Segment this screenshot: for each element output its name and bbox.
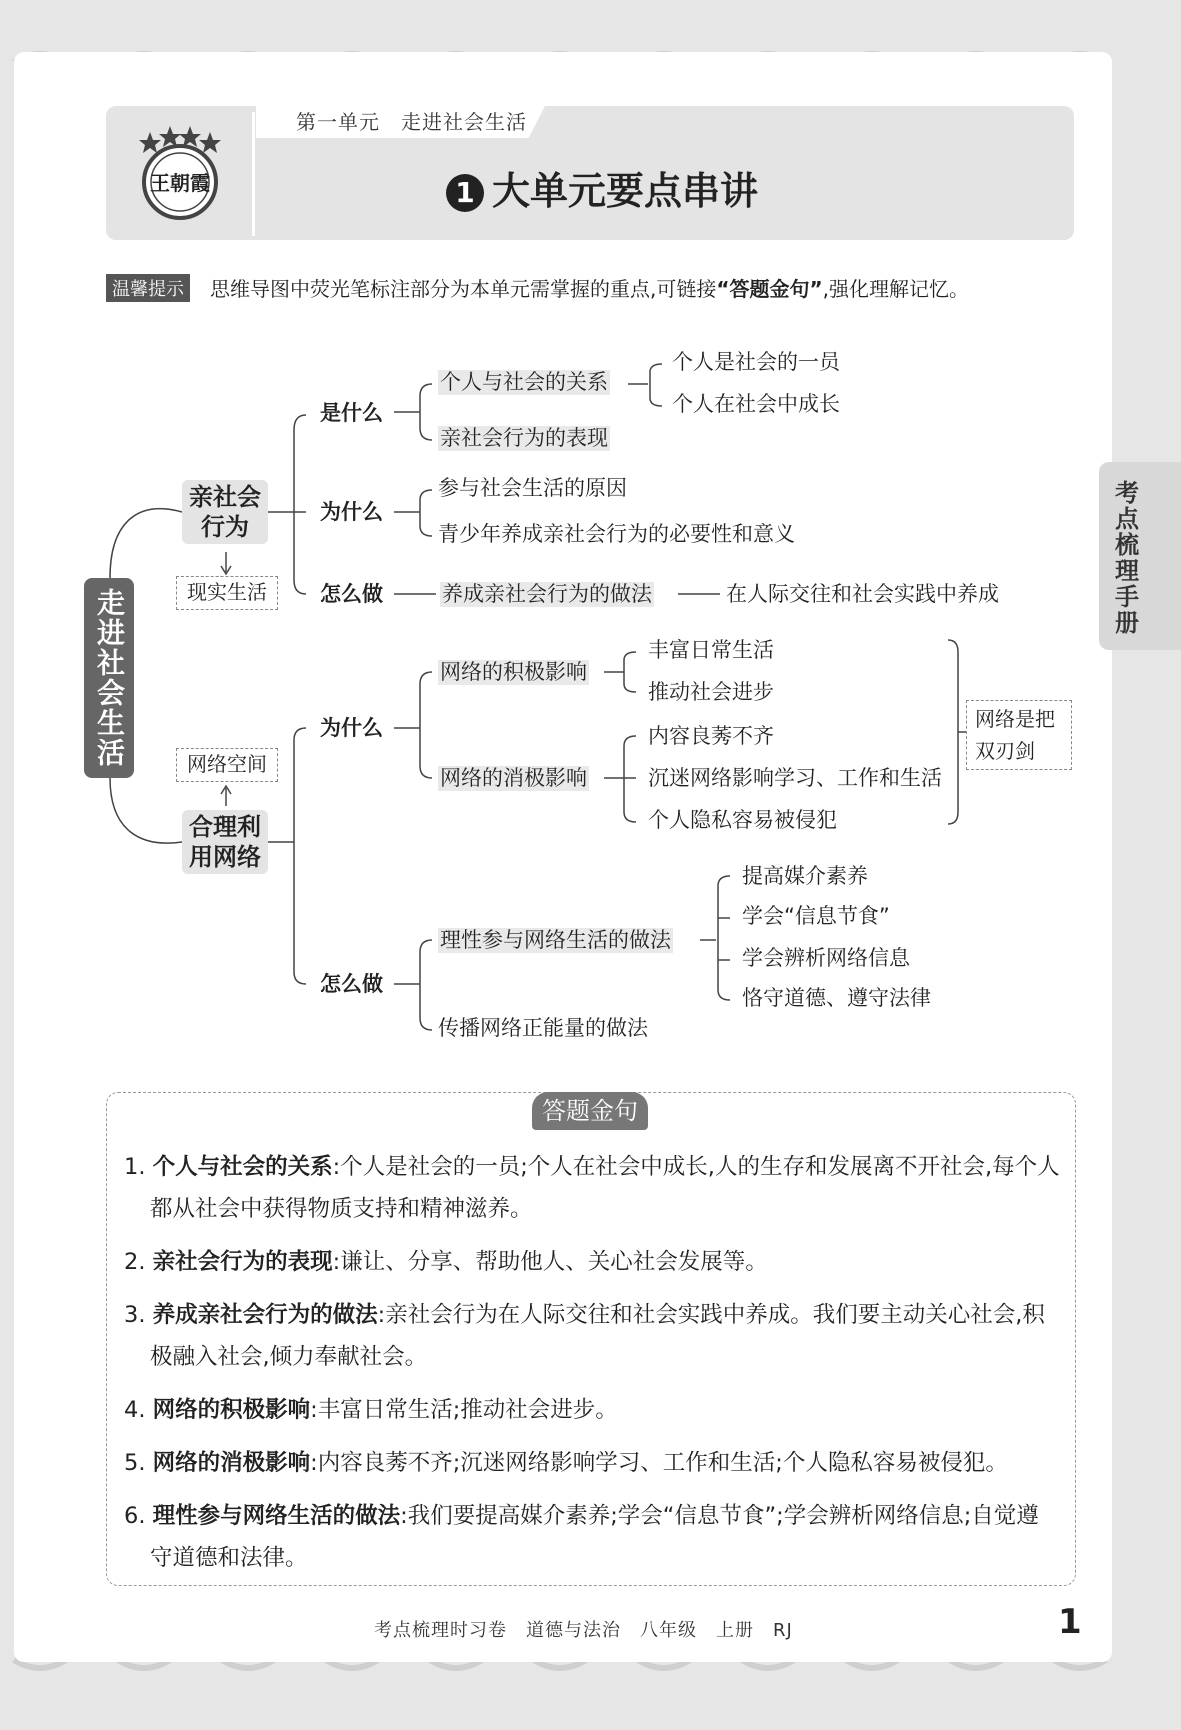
node-rational-item-1: 提高媒介素养 bbox=[742, 864, 868, 888]
node-positive-item-2: 推动社会进步 bbox=[648, 680, 774, 704]
node-negative-item-3: 个人隐私容易被侵犯 bbox=[648, 808, 837, 832]
branch-use-internet: 合理利用网络 bbox=[182, 810, 268, 874]
node-negative-item-1: 内容良莠不齐 bbox=[648, 724, 774, 748]
node-how-detail: 在人际交往和社会实践中养成 bbox=[726, 582, 999, 606]
node-how-method: 养成亲社会行为的做法 bbox=[442, 582, 652, 606]
answer-item: 5. 网络的消极影响:内容良莠不齐;沉迷网络影响学习、工作和生活;个人隐私容易被侵犯。 bbox=[124, 1450, 1008, 1476]
node-net-how: 怎么做 bbox=[320, 972, 383, 996]
title-number-badge: 1 bbox=[446, 174, 484, 212]
answer-item: 3. 养成亲社会行为的做法:亲社会行为在人际交往和社会实践中养成。我们要主动关心社会,积极融入社会,倾力奉献社会。 bbox=[124, 1302, 1045, 1370]
node-how: 怎么做 bbox=[320, 582, 383, 606]
node-net-rational: 理性参与网络生活的做法 bbox=[440, 928, 671, 952]
node-rational-item-4: 恪守道德、遵守法律 bbox=[742, 986, 931, 1010]
node-net-why: 为什么 bbox=[320, 716, 383, 740]
node-relation-item-2: 个人在社会中成长 bbox=[672, 392, 840, 416]
node-why-item-1: 参与社会生活的原因 bbox=[438, 476, 627, 500]
node-behavior: 亲社会行为的表现 bbox=[440, 426, 608, 450]
node-positive-item-1: 丰富日常生活 bbox=[648, 638, 774, 662]
context-real-life: 现实生活 bbox=[176, 576, 278, 610]
svg-text:王朝霞: 王朝霞 bbox=[150, 171, 210, 195]
title-text: 大单元要点串讲 bbox=[492, 169, 759, 213]
node-rational-item-2: 学会“信息节食” bbox=[742, 904, 890, 928]
tip-bold: “答题金句” bbox=[716, 277, 823, 301]
mindmap-root: 走进社会生活 bbox=[84, 578, 134, 778]
node-rational-item-3: 学会辨析网络信息 bbox=[742, 946, 910, 970]
node-net-positive: 网络的积极影响 bbox=[440, 660, 587, 684]
node-why-item-2: 青少年养成亲社会行为的必要性和意义 bbox=[438, 522, 795, 546]
side-tab-label: 考点梳理手册 bbox=[1115, 479, 1139, 637]
tip-label: 温馨提示 bbox=[106, 274, 190, 302]
answer-list bbox=[124, 1146, 1060, 1590]
node-net-spread: 传播网络正能量的做法 bbox=[438, 1016, 648, 1040]
node-relation: 个人与社会的关系 bbox=[440, 370, 608, 394]
tip-text: 思维导图中荧光笔标注部分为本单元需掌握的重点,可链接“答题金句”,强化理解记忆。 bbox=[210, 277, 970, 301]
node-negative-item-2: 沉迷网络影响学习、工作和生活 bbox=[648, 766, 942, 790]
context-cyberspace: 网络空间 bbox=[176, 748, 278, 782]
answer-panel-title: 答题金句 bbox=[532, 1092, 648, 1130]
node-why: 为什么 bbox=[320, 500, 383, 524]
page-number: 1 bbox=[1058, 1602, 1082, 1642]
node-what: 是什么 bbox=[320, 401, 383, 425]
answer-item: 4. 网络的积极影响:丰富日常生活;推动社会进步。 bbox=[124, 1397, 618, 1423]
footer-text: 考点梳理时习卷 道德与法治 八年级 上册 RJ bbox=[374, 1620, 793, 1641]
answer-item: 2. 亲社会行为的表现:谦让、分享、帮助他人、关心社会发展等。 bbox=[124, 1249, 768, 1275]
answer-item: 6. 理性参与网络生活的做法:我们要提高媒介素养;学会“信息节食”;学会辨析网络信息;自觉遵守道德和法律。 bbox=[124, 1503, 1039, 1571]
branch-prosocial-behavior: 亲社会行为 bbox=[182, 480, 268, 544]
answer-item: 1. 个人与社会的关系:个人是社会的一员;个人在社会中成长,人的生存和发展离不开社会,每个人都从社会中获得物质支持和精神滋养。 bbox=[124, 1154, 1060, 1222]
node-relation-item-1: 个人是社会的一员 bbox=[672, 350, 840, 374]
node-net-negative: 网络的消极影响 bbox=[440, 766, 587, 790]
unit-label: 第一单元 走进社会生活 bbox=[296, 110, 527, 134]
node-double-edged-sword: 网络是把双刃剑 bbox=[966, 700, 1072, 770]
